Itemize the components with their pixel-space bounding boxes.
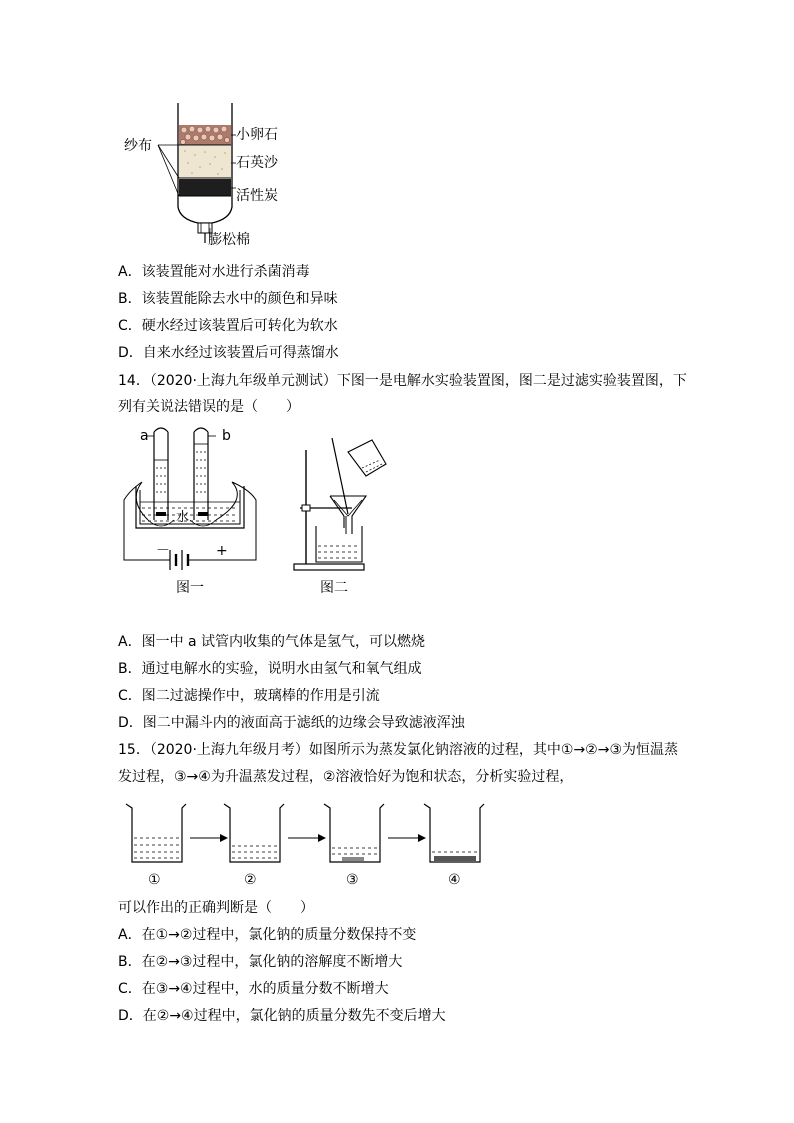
q13-option-b: B．该装置能除去水中的颜色和异味 bbox=[118, 291, 338, 307]
cotton-label: 膨松棉 bbox=[208, 232, 250, 248]
beaker-1-label: ① bbox=[148, 872, 161, 888]
q15-stem-line2: 发过程，③→④为升温蒸发过程，②溶液恰好为饱和状态，分析实验过程， bbox=[118, 769, 574, 785]
q13-option-c: C．硬水经过该装置后可转化为软水 bbox=[118, 318, 338, 334]
q13-option-a: A．该装置能对水进行杀菌消毒 bbox=[118, 264, 310, 280]
fig1-caption: 图一 bbox=[176, 580, 204, 596]
q15-stem-line1: 15．（2020·上海九年级月考）如图所示为蒸发氯化钠溶液的过程，其中①→②→③为恒温蒸 bbox=[118, 742, 679, 758]
q15-option-d: D．在②→④过程中，氯化钠的质量分数先不变后增大 bbox=[118, 1008, 446, 1024]
minus-label: － bbox=[156, 543, 170, 559]
plus-label: + bbox=[216, 543, 228, 559]
filtration-figure bbox=[290, 430, 400, 575]
tube-a-label: a bbox=[140, 428, 149, 444]
fig2-caption: 图二 bbox=[320, 580, 348, 596]
gauze-label: 纱布 bbox=[124, 138, 152, 154]
evaporation-beakers-figure bbox=[120, 798, 490, 868]
water-label: 水 bbox=[176, 510, 190, 525]
q14-option-a: A．图一中 a 试管内收集的气体是氢气，可以燃烧 bbox=[118, 634, 426, 650]
filter-column-figure bbox=[110, 95, 310, 255]
beaker-2-label: ② bbox=[244, 872, 257, 888]
q14-stem-line1: 14．（2020·上海九年级单元测试）下图一是电解水实验装置图，图二是过滤实验装置图，下 bbox=[118, 373, 687, 389]
q15-option-a: A．在①→②过程中，氯化钠的质量分数保持不变 bbox=[118, 927, 417, 943]
tube-b-label: b bbox=[222, 428, 231, 444]
carbon-label: 活性炭 bbox=[236, 188, 278, 204]
q14-option-c: C．图二过滤操作中，玻璃棒的作用是引流 bbox=[118, 688, 380, 704]
q14-option-d: D．图二中漏斗内的液面高于滤纸的边缘会导致滤液浑浊 bbox=[118, 715, 465, 731]
beaker-4-label: ④ bbox=[448, 872, 461, 888]
q15-option-b: B．在②→③过程中，氯化钠的溶解度不断增大 bbox=[118, 954, 403, 970]
q15-stem-line3: 可以作出的正确判断是（ ） bbox=[118, 900, 314, 916]
q15-option-c: C．在③→④过程中，水的质量分数不断增大 bbox=[118, 981, 389, 997]
beaker-3-label: ③ bbox=[346, 872, 359, 888]
q14-stem-line2: 列有关说法错误的是（ ） bbox=[118, 399, 300, 415]
pebble-label: 小卵石 bbox=[236, 127, 278, 143]
q13-option-d: D．自来水经过该装置后可得蒸馏水 bbox=[118, 345, 339, 361]
q14-option-b: B．通过电解水的实验，说明水由氢气和氧气组成 bbox=[118, 661, 422, 677]
sand-label: 石英沙 bbox=[236, 155, 278, 171]
